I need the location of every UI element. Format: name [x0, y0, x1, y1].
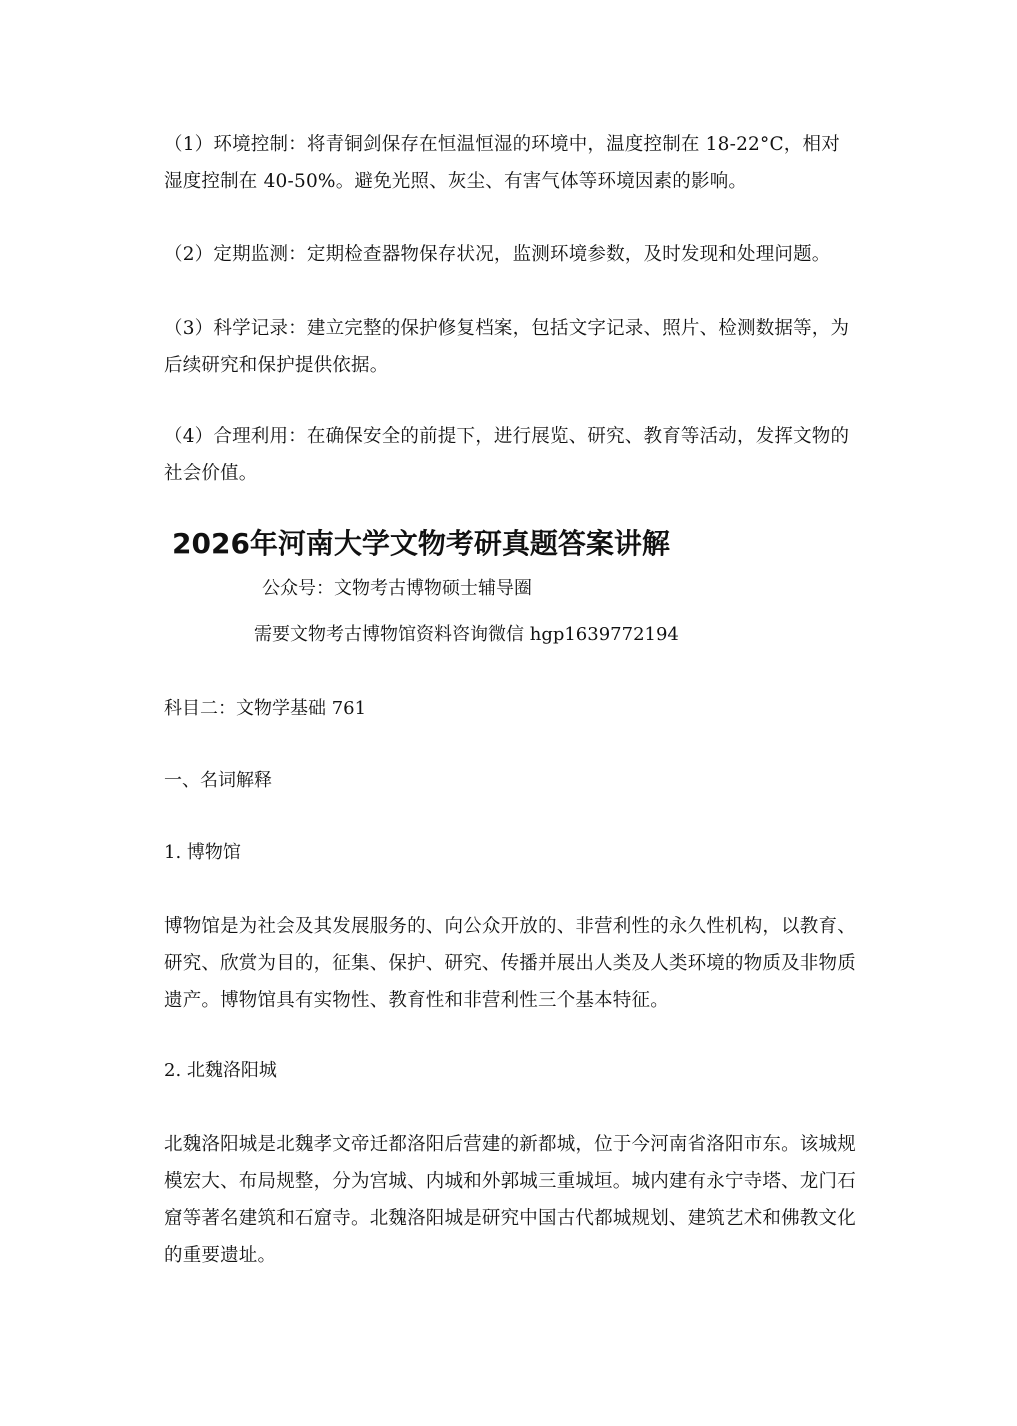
measure-label: 合理利用：	[213, 426, 307, 447]
measure-text: 将青铜剑保存在恒温恒湿的环境中，温度控制在 18-22°C，相对湿度控制在 40-50%。避免光照、灰尘、有害气体等环境因素的影响。	[164, 134, 840, 192]
measure-paragraph-1	[164, 126, 858, 200]
public-account-line: 公众号：文物考古博物硕士辅导圈	[262, 578, 532, 599]
term-heading-1: 1. 博物馆	[164, 842, 241, 863]
page-title: 2026年河南大学文物考研真题答案讲解	[172, 527, 670, 560]
measure-number: （4）	[164, 426, 214, 447]
measure-paragraph-4	[164, 418, 858, 492]
measure-number: （1）	[164, 134, 214, 155]
term-heading-2: 2. 北魏洛阳城	[164, 1060, 277, 1081]
measure-number: （3）	[164, 318, 214, 339]
measure-number: （2）	[164, 244, 214, 265]
measure-label: 环境控制：	[213, 134, 307, 155]
measure-text: 在确保安全的前提下，进行展览、研究、教育等活动，发挥文物的社会价值。	[164, 426, 850, 484]
measure-paragraph-2	[164, 236, 858, 273]
term-definition-2: 北魏洛阳城是北魏孝文帝迁都洛阳后营建的新都城，位于今河南省洛阳市东。该城规模宏大、布局规整，分为宫城、内城和外郭城三重城垣。城内建有永宁寺塔、龙门石窟等著名建筑和石窟寺。北魏洛阳城是研究中国古代都城规划、建筑艺术和佛教文化的重要遗址。	[164, 1134, 856, 1266]
measure-text: 定期检查器物保存状况，监测环境参数，及时发现和处理问题。	[306, 244, 831, 265]
measure-paragraph-3	[164, 310, 858, 384]
measure-label: 科学记录：	[213, 318, 307, 339]
subject-line: 科目二：文物学基础 761	[164, 698, 367, 719]
measure-text: 建立完整的保护修复档案，包括文字记录、照片、检测数据等，为后续研究和保护提供依据。	[164, 318, 850, 376]
contact-line: 需要文物考古博物馆资料咨询微信 hgp1639772194	[254, 624, 679, 645]
measure-label: 定期监测：	[213, 244, 307, 265]
term-definition-1: 博物馆是为社会及其发展服务的、向公众开放的、非营利性的永久性机构，以教育、研究、欣赏为目的，征集、保护、研究、传播并展出人类及人类环境的物质及非物质遗产。博物馆具有实物性、教育性和非营利性三个基本特征。	[164, 916, 856, 1011]
section-heading: 一、名词解释	[164, 770, 272, 791]
